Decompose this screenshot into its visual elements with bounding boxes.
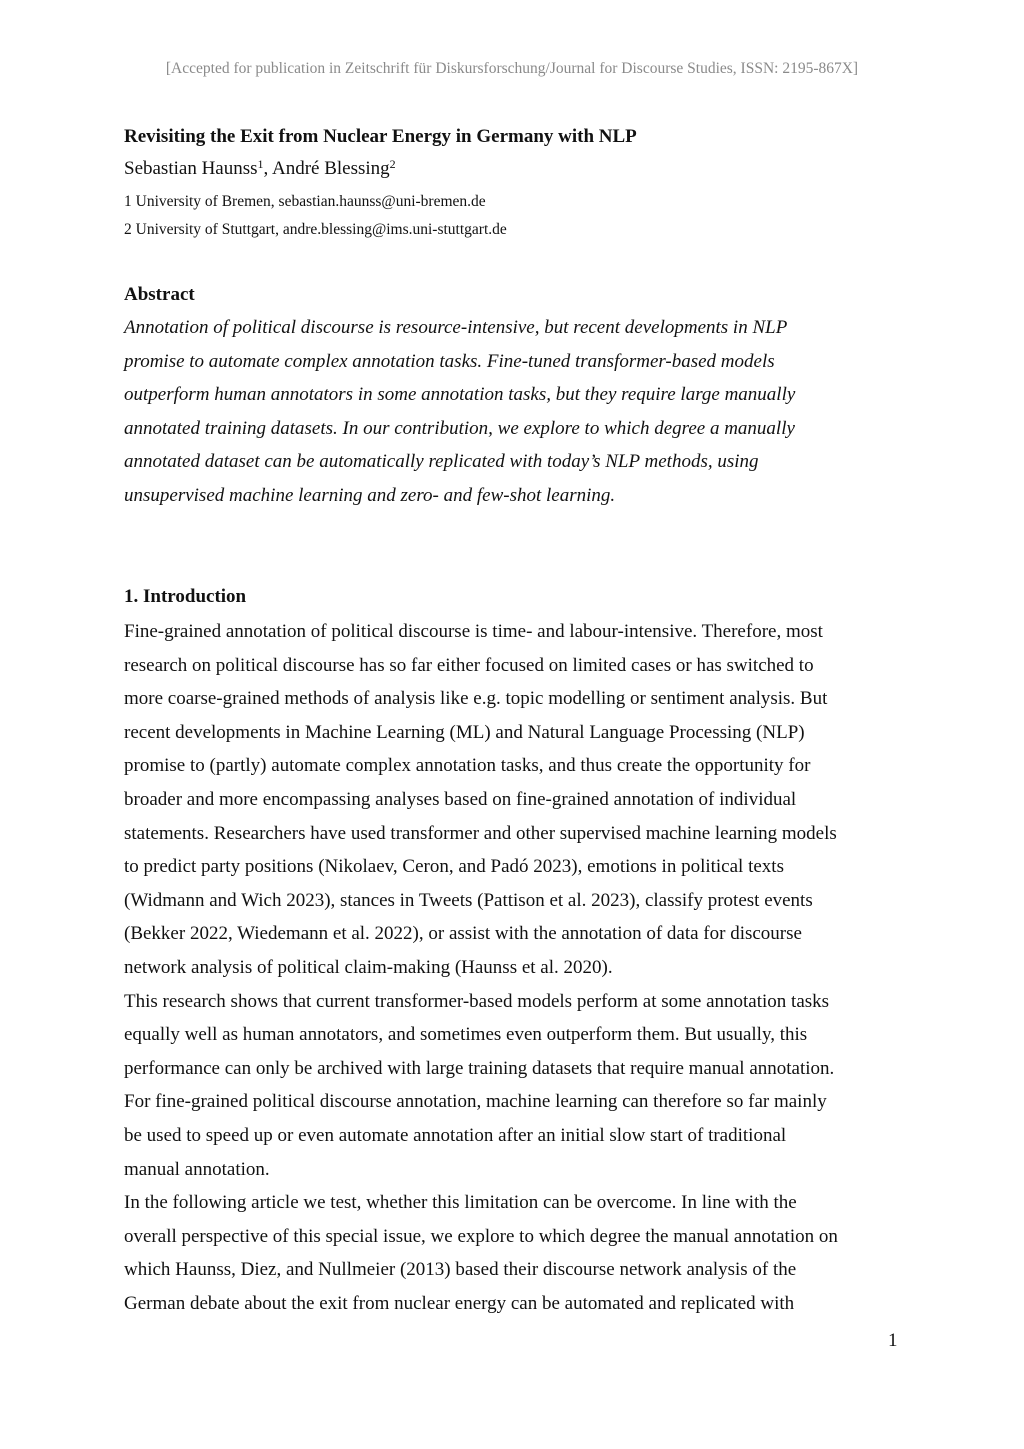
body-line: be used to speed up or even automate annotation after an initial slow start of traditional	[124, 1124, 787, 1146]
body-line: recent developments in Machine Learning (ML) and Natural Language Processing (NLP)	[124, 721, 805, 743]
body-line: (Widmann and Wich 2023), stances in Tweets (Pattison et al. 2023), classify protest events	[124, 889, 813, 911]
affiliation-2: 2 University of Stuttgart, andre.blessing@ims.uni-stuttgart.de	[124, 221, 507, 238]
body-line: equally well as human annotators, and sometimes even outperform them. But usually, this	[124, 1024, 808, 1046]
body-line: promise to (partly) automate complex annotation tasks, and thus create the opportunity for	[124, 755, 811, 777]
paper-title: Revisiting the Exit from Nuclear Energy in Germany with NLP	[124, 126, 637, 147]
author-name: Sebastian Haunss	[124, 158, 258, 179]
author-affiliation-marker: 2	[389, 157, 396, 171]
author-list	[124, 158, 396, 180]
body-line: performance can only be archived with large training datasets that require manual annotation.	[124, 1057, 835, 1079]
abstract-text	[124, 311, 924, 513]
abstract-line: annotated training datasets. In our contribution, we explore to which degree a manually	[124, 417, 795, 439]
section-heading-introduction: 1. Introduction	[124, 586, 247, 607]
publication-note: [Accepted for publication in Zeitschrift für Diskursforschung/Journal for Discourse Studies, ISSN: 2195-867X]	[165, 60, 859, 77]
body-line: This research shows that current transformer-based models perform at some annotation tasks	[124, 990, 830, 1012]
body-line: which Haunss, Diez, and Nullmeier (2013) based their discourse network analysis of the	[124, 1259, 797, 1281]
abstract-line: Annotation of political discourse is resource-intensive, but recent developments in NLP	[124, 317, 788, 338]
abstract-line: annotated dataset can be automatically replicated with today’s NLP methods, using	[124, 451, 759, 473]
introduction-text	[124, 615, 924, 1320]
body-line: For fine-grained political discourse annotation, machine learning can therefore so far mainly	[124, 1091, 827, 1113]
body-line: German debate about the exit from nuclear energy can be automated and replicated with	[124, 1292, 795, 1314]
page-number: 1	[888, 1330, 898, 1351]
body-line: In the following article we test, whether this limitation can be overcome. In line with the	[124, 1192, 797, 1214]
abstract-line: unsupervised machine learning and zero- and few-shot learning.	[124, 484, 616, 506]
body-line: network analysis of political claim-making (Haunss et al. 2020).	[124, 956, 613, 978]
abstract-heading: Abstract	[124, 284, 195, 305]
body-line: Fine-grained annotation of political discourse is time- and labour-intensive. Therefore, most	[124, 621, 823, 642]
body-line: overall perspective of this special issue, we explore to which degree the manual annotation on	[124, 1225, 838, 1247]
body-line: statements. Researchers have used transformer and other supervised machine learning models	[124, 822, 837, 844]
author-separator: ,	[263, 158, 272, 179]
affiliation-1: 1 University of Bremen, sebastian.haunss@uni-bremen.de	[124, 193, 486, 210]
body-line: (Bekker 2022, Wiedemann et al. 2022), or assist with the annotation of data for discourse	[124, 923, 802, 945]
body-line: more coarse-grained methods of analysis like e.g. topic modelling or sentiment analysis. But	[124, 688, 828, 710]
body-line: manual annotation.	[124, 1158, 270, 1180]
body-line: research on political discourse has so far either focused on limited cases or has switched to	[124, 654, 814, 676]
body-line: broader and more encompassing analyses based on fine-grained annotation of individual	[124, 788, 797, 810]
author-name: André Blessing	[271, 158, 390, 179]
body-line: to predict party positions (Nikolaev, Ceron, and Padó 2023), emotions in political texts	[124, 856, 784, 878]
author-affiliation-marker: 1	[257, 157, 264, 171]
abstract-line: promise to automate complex annotation tasks. Fine-tuned transformer-based models	[124, 350, 775, 372]
abstract-line: outperform human annotators in some annotation tasks, but they require large manually	[124, 384, 796, 406]
